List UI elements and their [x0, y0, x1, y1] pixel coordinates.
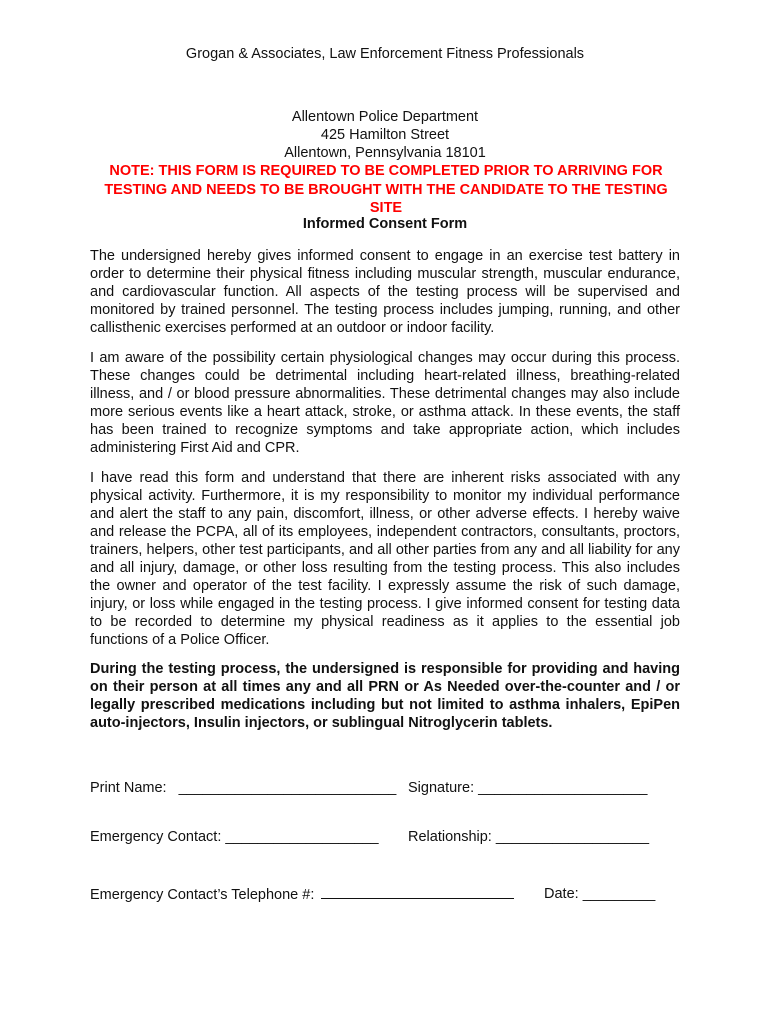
relationship-label: Relationship: — [408, 829, 492, 845]
relationship-blank[interactable]: ___________________ — [495, 829, 650, 845]
department-street: 425 Hamilton Street — [320, 127, 450, 143]
date-label: Date: — [544, 886, 579, 902]
signature-blank[interactable]: _____________________ — [478, 780, 648, 796]
emergency-phone-blank[interactable] — [321, 886, 514, 899]
department-name: Allentown Police Department — [291, 109, 479, 125]
emergency-phone-label: Emergency Contact’s Telephone #: — [90, 887, 315, 903]
relationship-field[interactable] — [408, 829, 649, 845]
signature-label: Signature: — [408, 780, 475, 796]
emergency-contact-row — [90, 829, 690, 849]
department-city: Allentown, Pennsylvania 18101 — [284, 145, 486, 161]
emergency-contact-field[interactable] — [90, 829, 379, 845]
required-note: NOTE: THIS FORM IS REQUIRED TO BE COMPLETED PRIOR TO ARRIVING FOR TESTING AND NEEDS TO BE BROUGHT WITH THE CANDIDATE TO THE TESTING SITE — [104, 163, 668, 216]
department-address — [0, 108, 770, 162]
emergency-phone-field[interactable] — [90, 886, 514, 903]
print-name-field[interactable] — [90, 780, 396, 796]
medication-paragraph: During the testing process, the undersigned is responsible for providing and having on their person at all times any and all PRN or As Needed over-the-counter and / or legally prescribed medications including but not limited to asthma inhalers, EpiPen auto-injectors, Insulin injectors, or sublingual Nitroglycerin tablets. — [90, 661, 680, 731]
emergency-contact-label: Emergency Contact: — [90, 829, 222, 845]
date-field[interactable] — [544, 886, 655, 902]
name-signature-row — [90, 780, 690, 800]
emergency-contact-blank[interactable]: ___________________ — [225, 829, 379, 845]
print-name-label: Print Name: — [90, 780, 167, 796]
form-title: Informed Consent Form — [302, 216, 468, 232]
consent-paragraph-1: The undersigned hereby gives informed consent to engage in an exercise test battery in order to determine their physical fitness including muscular strength, muscular endurance, and cardiovascular function. All aspects of the testing process will be supervised and monitored by trained personnel. The testing process includes jumping, running, and other callisthenic exercises performed at an outdoor or indoor facility. — [90, 248, 680, 336]
date-blank[interactable]: _________ — [582, 886, 656, 902]
print-name-blank[interactable]: ___________________________ — [178, 780, 397, 796]
signature-field[interactable] — [408, 780, 648, 796]
consent-paragraph-3: I have read this form and understand that there are inherent risks associated with any physical activity. Furthermore, it is my responsibility to monitor my individual performance and alert the staff to any pain, discomfort, illness, or other adverse effects. I hereby waive and release the PCPA, all of its employees, independent contractors, consultants, proctors, trainers, helpers, other test participants, and all other parties from any and all liability for any and all injury, damage, or other loss resulting from the testing process. This also includes the owner and operator of the test facility. I expressly assume the risk of such damage, injury, or loss while engaged in the testing process. I give informed consent for testing data to be recorded to determine my physical readiness as it applies to the essential job functions of a Police Officer. — [90, 470, 680, 648]
phone-date-row — [90, 886, 690, 906]
organization-header: Grogan & Associates, Law Enforcement Fitness Professionals — [185, 46, 585, 62]
consent-paragraph-2: I am aware of the possibility certain physiological changes may occur during this process. These changes could be detrimental including heart-related illness, breathing-related illness, and / or blood pressure abnormalities. These detrimental changes may also include more serious events like a heart attack, stroke, or asthma attack. In these events, the staff has been trained to recognize symptoms and take appropriate action, which includes administering First Aid and CPR. — [90, 350, 680, 456]
